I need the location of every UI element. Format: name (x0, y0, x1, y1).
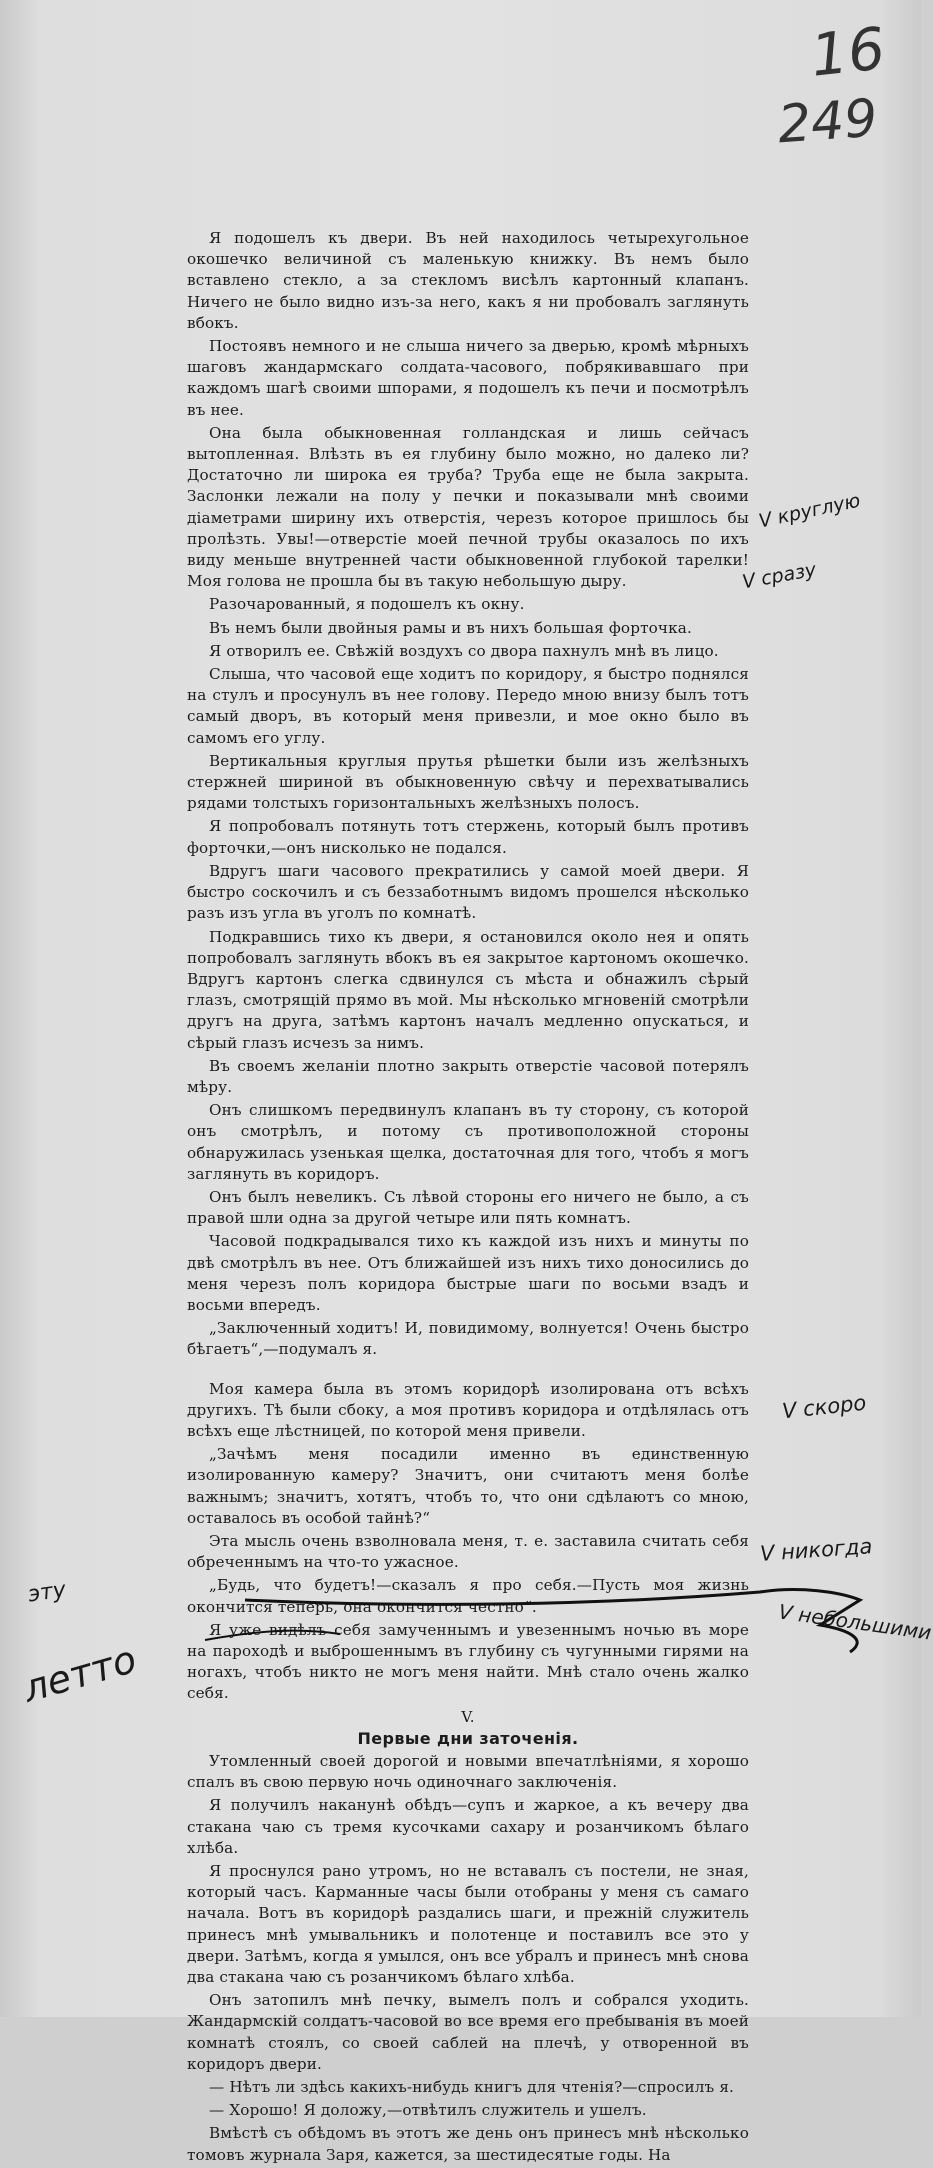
paragraph: Онъ слишкомъ передвинулъ клапанъ въ ту сторону, съ которой онъ смотрѣлъ, и потому съ противоположной стороны обнаружилась узенькая щелка, достаточная для того, чтобъ я могъ заглянуть въ коридоръ. (187, 1101, 749, 1183)
paragraph: Подкравшись тихо къ двери, я остановился около нея и опять попробовалъ заглянуть вбокъ въ ея закрытое картономъ окошечко. Вдругъ картонъ слегка сдвинулся съ мѣста и обнажилъ сѣрый глазъ, смотрящій прямо въ мой. Мы нѣсколько мгновеній смотрѣли другъ на друга, затѣмъ картонъ началъ медленно опускаться, и сѣрый глазъ исчезъ за нимъ. (187, 927, 749, 1052)
paragraph: Постоявъ немного и не слыша ничего за дверью, кромѣ мѣрныхъ шаговъ жандармскаго солдата-часового, побрякивавшаго при каждомъ шагѣ своими шпорами, я подошелъ къ печи и посмотрѣлъ въ нее. (187, 337, 749, 419)
handwritten-note: V сразу (740, 558, 818, 594)
paragraph: Я получилъ наканунѣ обѣдъ—супъ и жаркое, а къ вечеру два стакана чаю съ тремя кусочками сахару и розанчикомъ бѣлаго хлѣба. (187, 1796, 749, 1857)
paragraph: „Заключенный ходитъ! И, повидимому, волнуется! Очень быстро бѣгаетъ“,—подумалъ я. (187, 1319, 749, 1359)
chapter-number: V. (461, 1707, 475, 1726)
paragraph: Часовой подкрадывался тихо къ каждой изъ нихъ и минуты по двѣ смотрѣлъ въ нее. Отъ ближайшей изъ нихъ тихо доносились до меня черезъ полъ коридора быстрые шаги по восьми взадъ и восьми впередъ. (187, 1232, 749, 1314)
paragraph: Въ своемъ желаніи плотно закрыть отверстіе часовой потерялъ мѣру. (187, 1056, 749, 1096)
paragraph: — Хорошо! Я доложу,—отвѣтилъ служитель и ушелъ. (209, 2101, 647, 2120)
handwritten-note: V никогда (759, 1534, 874, 1566)
paragraph: Она была обыкновенная голландская и лишь сейчасъ вытопленная. Влѣзть въ ея глубину было можно, но далеко ли? Достаточно ли широка ея труба? Труба еще не была закрыта. Заслонки лежали на полу у печки и показывали мнѣ своими діаметрами ширину ихъ отверстія, черезъ которое пришлось бы пролѣзть. Увы!—отверстіе моей печной трубы оказалось по ихъ виду меньше внутренней части обыкновенной глубокой тарелки! Моя голова не прошла бы въ такую небольшую дыру. (187, 423, 749, 591)
paragraph: Онъ затопилъ мнѣ печку, вымелъ полъ и собрался уходить. Жандармскій солдатъ-часовой во все время его пребыванія въ моей комнатѣ стоялъ, со своей саблей на плечѣ, у отворенной въ коридоръ двери. (187, 1991, 749, 2073)
paragraph: Я отворилъ ее. Свѣжій воздухъ со двора пахнулъ мнѣ въ лицо. (209, 641, 719, 660)
paragraph: Эта мысль очень взволновала меня, т. е. заставила считать себя обреченнымъ на что-то ужасное. (187, 1531, 749, 1572)
handwritten-note: V небольшими (777, 1599, 933, 1645)
paragraph: Разочарованный, я подошелъ къ окну. (209, 595, 525, 614)
handwritten-note: V круглую (756, 489, 863, 533)
archive-number: 249 (775, 88, 879, 156)
paragraph: Вертикальныя круглыя прутья рѣшетки были изъ желѣзныхъ стержней шириной въ обыкновенную свѣчу и перехватывались рядами толстыхъ горизонтальныхъ желѣзныхъ полосъ. (187, 751, 749, 813)
paragraph: Я подошелъ къ двери. Въ ней находилось четырехугольное окошечко величиной съ маленькую книжку. Въ немъ было вставлено стекло, а за стекломъ висѣлъ картонный клапанъ. Ничего не было видно изъ-за него, какъ я ни пробовалъ заглянуть вбокъ. (187, 229, 749, 332)
handwritten-note: эту (26, 1577, 68, 1608)
paragraph: Я уже видѣлъ себя замученнымъ и увезеннымъ ночью въ море на пароходѣ и выброшеннымъ въ глубину съ чугунными гирями на ногахъ, чтобъ никто не могъ меня найти. Мнѣ стало очень жалко себя. (187, 1620, 749, 1703)
paragraph: — Нѣтъ ли здѣсь какихъ-нибудь книгъ для чтенія?—спросилъ я. (209, 2078, 735, 2097)
chapter-title: Первые дни заточенія. (357, 1728, 579, 1748)
paragraph: Я проснулся рано утромъ, но не вставалъ съ постели, не зная, который часъ. Карманные часы были отобраны у меня съ самаго начала. Вотъ въ коридорѣ раздались шаги, и прежній служитель принесъ мнѣ умывальникъ и полотенце и поставилъ все это у двери. Затѣмъ, когда я умылся, онъ все убралъ и принесъ мнѣ снова два стакана чаю съ розанчикомъ бѣлаго хлѣба. (187, 1862, 749, 1987)
strike-line (205, 1631, 340, 1640)
paragraph: Моя камера была въ этомъ коридорѣ изолирована отъ всѣхъ другихъ. Тѣ были сбоку, а моя противъ коридора и отдѣлялась отъ всѣхъ еще лѣстницей, по которой меня привели. (187, 1379, 749, 1440)
handwritten-note: летто (18, 1636, 142, 1712)
paragraph: Вдругъ шаги часового прекратились у самой моей двери. Я быстро соскочилъ и съ беззаботнымъ видомъ прошелся нѣсколько разъ изъ угла въ уголъ по комнатѣ. (187, 861, 749, 923)
deletion-stroke (245, 1590, 860, 1652)
page-number: 16 (807, 14, 889, 90)
paragraph: Онъ былъ невеликъ. Съ лѣвой стороны его ничего не было, а съ правой шли одна за другой четыре или пять комнатъ. (187, 1187, 749, 1228)
paragraph: Вмѣстѣ съ обѣдомъ въ этотъ же день онъ принесъ мнѣ нѣсколько томовъ журнала Заря, кажется, за шестидесятые годы. На (187, 2124, 749, 2164)
paragraph: Слыша, что часовой еще ходитъ по коридору, я быстро поднялся на стулъ и просунулъ въ нее голову. Передо мною внизу былъ тотъ самый дворъ, въ который меня привезли, и мое окно было въ самомъ его углу. (187, 665, 749, 747)
paragraph: „Зачѣмъ меня посадили именно въ единственную изолированную камеру? Значитъ, они считаютъ меня болѣе важнымъ; значитъ, хотятъ, чтобъ то, что они сдѣлаютъ со мною, оставалось въ особой тайнѣ?“ (187, 1445, 749, 1527)
paragraph: „Будь, что будетъ!—сказалъ я про себя.—Пусть моя жизнь окончится теперь, она окончится честно“. (187, 1576, 749, 1616)
paragraph: Я попробовалъ потянуть тотъ стержень, который былъ противъ форточки,—онъ нисколько не подался. (187, 817, 749, 857)
paragraph: Утомленный своей дорогой и новыми впечатлѣніями, я хорошо спалъ въ свою первую ночь одиночнаго заключенія. (187, 1752, 749, 1792)
paragraph: Въ немъ были двойныя рамы и въ нихъ большая форточка. (209, 618, 692, 637)
handwritten-note: V скоро (780, 1390, 868, 1424)
